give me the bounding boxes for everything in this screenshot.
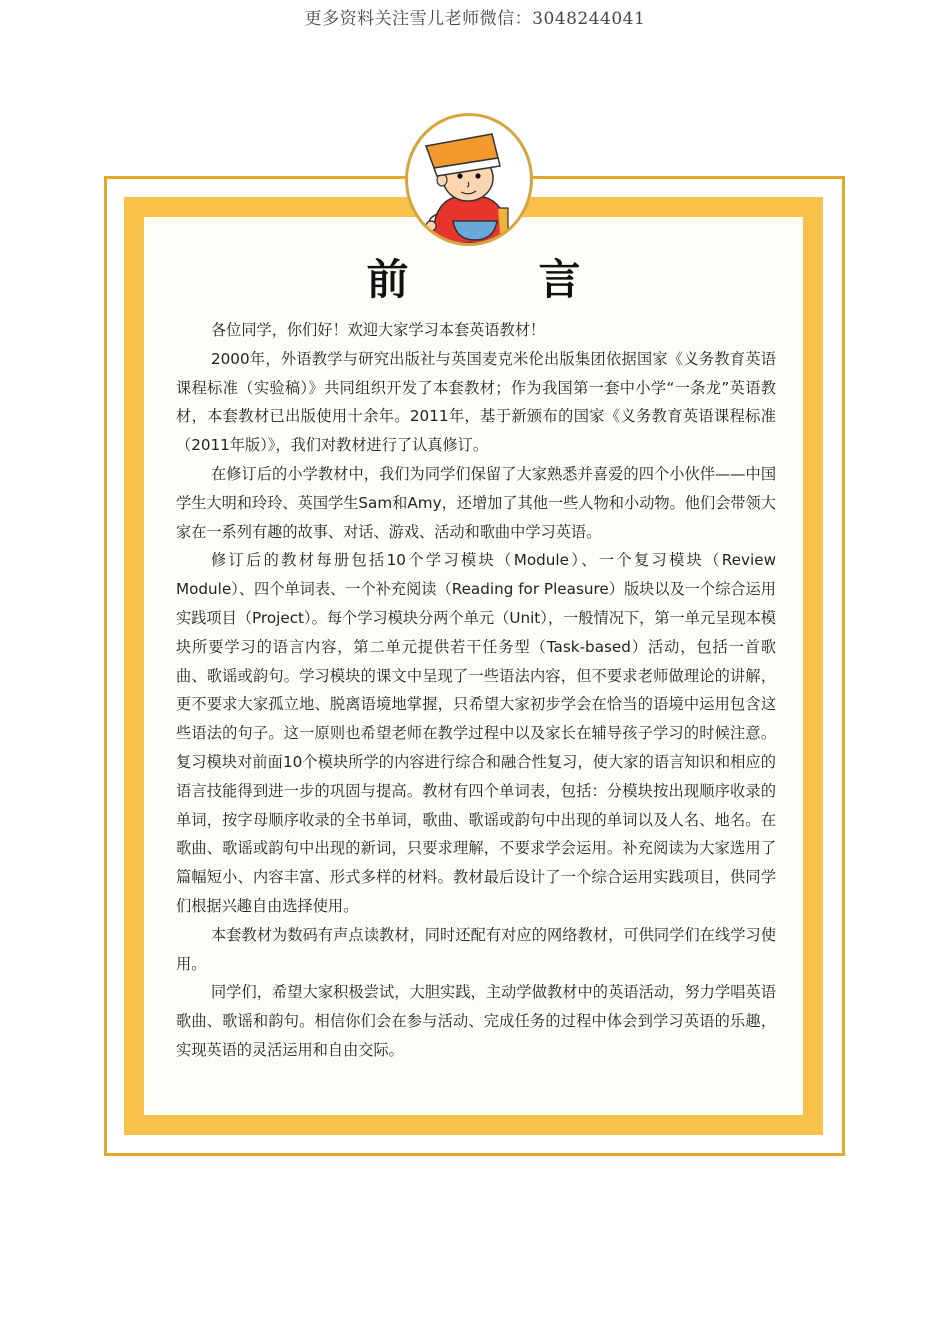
cartoon-boy-chef-icon [405, 113, 533, 246]
paragraph: 同学们，希望大家积极尝试，大胆实践，主动学做教材中的英语活动，努力学唱英语歌曲、歌谣和韵句。相信你们会在参与活动、完成任务的过程中体会到学习英语的乐趣，实现英语的灵活运用和自由交际。 [176, 983, 776, 1059]
paragraph: 在修订后的小学教材中，我们为同学们保留了大家熟悉并喜爱的四个小伙伴——中国学生大明和玲玲、英国学生Sam和Amy，还增加了其他一些人物和小动物。他们会带领大家在一系列有趣的故事、对话、游戏、活动和歌曲中学习英语。 [176, 464, 776, 541]
paragraph: 本套教材为数码有声点读教材，同时还配有对应的网络教材，可供同学们在线学习使用。 [176, 925, 776, 973]
page-title: 前言 [366, 255, 711, 304]
paragraph: 2000年，外语教学与研究出版社与英国麦克米伦出版集团依据国家《义务教育英语课程标准（实验稿）》共同组织开发了本套教材；作为我国第一套中小学“一条龙”英语教材，本套教材已出版使用十余年。2011年，基于新颁布的国家《义务教育英语课程标准（2011年版）》，我们对教材进行了认真修订。 [176, 349, 776, 455]
preface-body [176, 316, 776, 1065]
watermark-text: 更多资料关注雪儿老师微信：3048244041 [304, 9, 646, 29]
paragraph: 各位同学，你们好！欢迎大家学习本套英语教材！ [210, 321, 546, 339]
paragraph: 修订后的教材每册包括10个学习模块（Module）、一个复习模块（Review Module）、四个单词表、一个补充阅读（Reading for Pleasure）版块以及一个综合运用实践项目（Project）。每个学习模块分两个单元（Unit），一般情况下，第一单元呈现本模块所要学习的语言内容，第二单元提供若干任务型（Task-based）活动，包括一首歌曲、歌谣或韵句。学习模块的课文中呈现了一些语法内容，但不要求老师做理论的讲解，更不要求大家孤立地、脱离语境地掌握，只希望大家初步学会在恰当的语境中运用包含这些语法的句子。这一原则也希望老师在教学过程中以及家长在辅导孩子学习的时候注意。复习模块对前面10个模块所学的内容进行综合和融合性复习，使大家的语言知识和相应的语言技能得到进一步的巩固与提高。教材有四个单词表，包括：分模块按出现顺序收录的单词，按字母顺序收录的全书单词，歌曲、歌谣或韵句中出现的单词以及人名、地名。在歌曲、歌谣或韵句中出现的新词，只要求理解，不要求学会运用。补充阅读为大家选用了篇幅短小、内容丰富、形式多样的材料。教材最后设计了一个综合运用实践项目，供同学们根据兴趣自由选择使用。 [176, 551, 776, 915]
